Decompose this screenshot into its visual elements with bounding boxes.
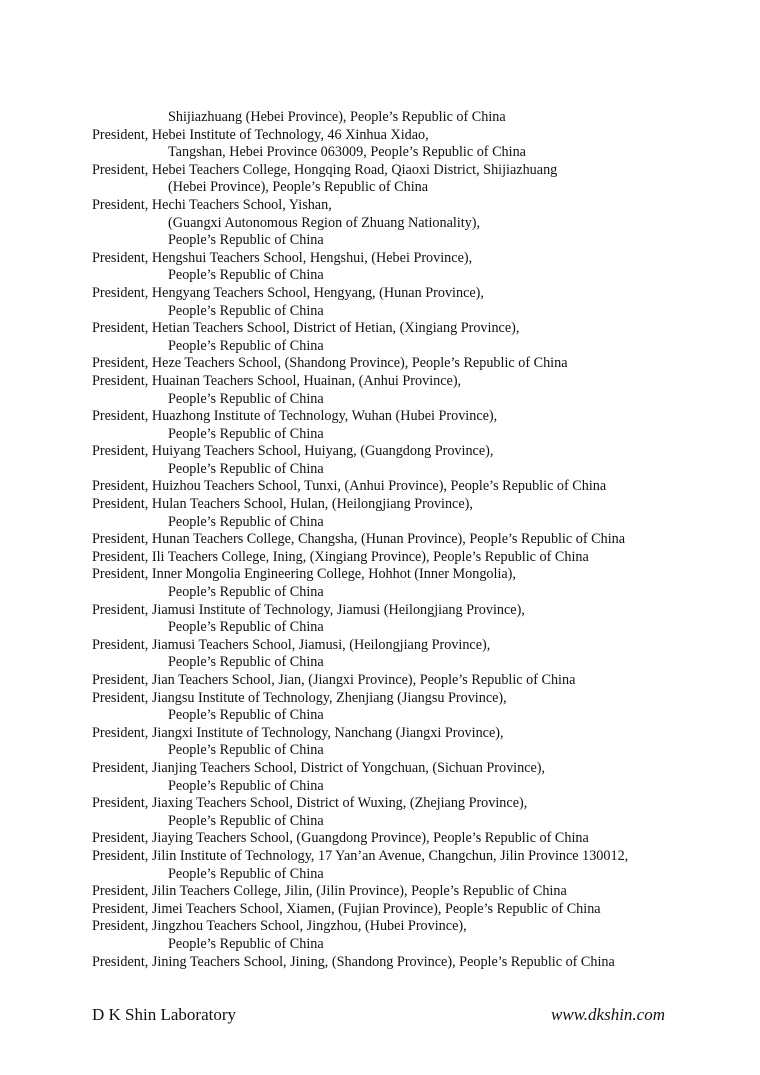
- address-continuation-line: People’s Republic of China: [168, 337, 324, 354]
- address-entry-line: President, Jilin Institute of Technology, 17 Yan’an Avenue, Changchun, Jilin Province 130012,: [92, 847, 629, 864]
- address-continuation-line: People’s Republic of China: [168, 812, 324, 829]
- address-entry-line: President, Jilin Teachers College, Jilin, (Jilin Province), People’s Republic of China: [92, 883, 567, 900]
- address-entry-line: President, Jining Teachers School, Jining, (Shandong Province), People’s Republic of China: [92, 953, 615, 970]
- address-entry-line: President, Ili Teachers College, Ining, (Xingiang Province), People’s Republic of China: [92, 548, 589, 565]
- address-entry-line: President, Jiamusi Teachers School, Jiamusi, (Heilongjiang Province),: [92, 636, 491, 653]
- address-entry-line: President, Jiaying Teachers School, (Guangdong Province), People’s Republic of China: [92, 830, 589, 847]
- address-entry-line: President, Jimei Teachers School, Xiamen, (Fujian Province), People’s Republic of China: [92, 900, 601, 917]
- address-entry-line: President, Hengshui Teachers School, Hengshui, (Hebei Province),: [92, 249, 473, 266]
- address-continuation-line: People’s Republic of China: [168, 232, 324, 249]
- footer-website: www.dkshin.com: [551, 1005, 665, 1024]
- address-continuation-line: People’s Republic of China: [168, 267, 324, 284]
- address-entry-line: President, Huainan Teachers School, Huainan, (Anhui Province),: [92, 372, 462, 389]
- address-entry-line: President, Jiaxing Teachers School, District of Wuxing, (Zhejiang Province),: [92, 795, 528, 812]
- address-continuation-line: People’s Republic of China: [168, 777, 324, 794]
- address-entry-line: President, Jiangsu Institute of Technology, Zhenjiang (Jiangsu Province),: [92, 689, 507, 706]
- address-entry-line: President, Jianjing Teachers School, District of Yongchuan, (Sichuan Province),: [92, 759, 546, 776]
- address-entry-line: President, Jiamusi Institute of Technology, Jiamusi (Heilongjiang Province),: [92, 601, 525, 618]
- address-entry-line: President, Hechi Teachers School, Yishan,: [92, 196, 332, 213]
- address-continuation-line: People’s Republic of China: [168, 707, 324, 724]
- address-continuation-line: People’s Republic of China: [168, 619, 324, 636]
- address-entry-line: President, Hengyang Teachers School, Hengyang, (Hunan Province),: [92, 284, 484, 301]
- address-continuation-line: People’s Republic of China: [168, 460, 324, 477]
- address-continuation-line: Tangshan, Hebei Province 063009, People’s Republic of China: [168, 144, 526, 161]
- address-entry-line: President, Jiangxi Institute of Technology, Nanchang (Jiangxi Province),: [92, 724, 504, 741]
- address-entry-line: President, Hebei Teachers College, Hongqing Road, Qiaoxi District, Shijiazhuang: [92, 161, 558, 178]
- address-continuation-line: People’s Republic of China: [168, 302, 324, 319]
- address-continuation-line: People’s Republic of China: [168, 513, 324, 530]
- address-entry-line: President, Hebei Institute of Technology, 46 Xinhua Xidao,: [92, 126, 429, 143]
- address-entry-line: President, Inner Mongolia Engineering College, Hohhot (Inner Mongolia),: [92, 566, 516, 583]
- address-continuation-line: People’s Republic of China: [168, 390, 324, 407]
- address-entry-line: President, Huizhou Teachers School, Tunxi, (Anhui Province), People’s Republic of China: [92, 478, 607, 495]
- address-continuation-line: People’s Republic of China: [168, 935, 324, 952]
- address-entry-line: President, Hetian Teachers School, District of Hetian, (Xingiang Province),: [92, 320, 520, 337]
- address-continuation-line: People’s Republic of China: [168, 584, 324, 601]
- address-entry-line: President, Huazhong Institute of Technology, Wuhan (Hubei Province),: [92, 408, 498, 425]
- address-continuation-line: (Hebei Province), People’s Republic of China: [168, 179, 429, 196]
- address-entry-line: President, Huiyang Teachers School, Huiyang, (Guangdong Province),: [92, 443, 494, 460]
- address-continuation-line: (Guangxi Autonomous Region of Zhuang Nationality),: [168, 214, 481, 231]
- address-list: [92, 109, 732, 971]
- address-entry-line: President, Heze Teachers School, (Shandong Province), People’s Republic of China: [92, 355, 568, 372]
- address-entry-line: President, Hunan Teachers College, Changsha, (Hunan Province), People’s Republic of China: [92, 531, 626, 548]
- address-continuation-line: Shijiazhuang (Hebei Province), People’s Republic of China: [168, 109, 506, 125]
- address-continuation-line: People’s Republic of China: [168, 425, 324, 442]
- address-entry-line: President, Jian Teachers School, Jian, (Jiangxi Province), People’s Republic of China: [92, 672, 576, 688]
- address-entry-line: President, Jingzhou Teachers School, Jingzhou, (Hubei Province),: [92, 918, 467, 935]
- address-continuation-line: People’s Republic of China: [168, 654, 324, 671]
- address-entry-line: President, Hulan Teachers School, Hulan, (Heilongjiang Province),: [92, 496, 473, 513]
- address-continuation-line: People’s Republic of China: [168, 742, 324, 759]
- footer-lab-name: D K Shin Laboratory: [92, 1005, 237, 1024]
- address-continuation-line: People’s Republic of China: [168, 865, 324, 882]
